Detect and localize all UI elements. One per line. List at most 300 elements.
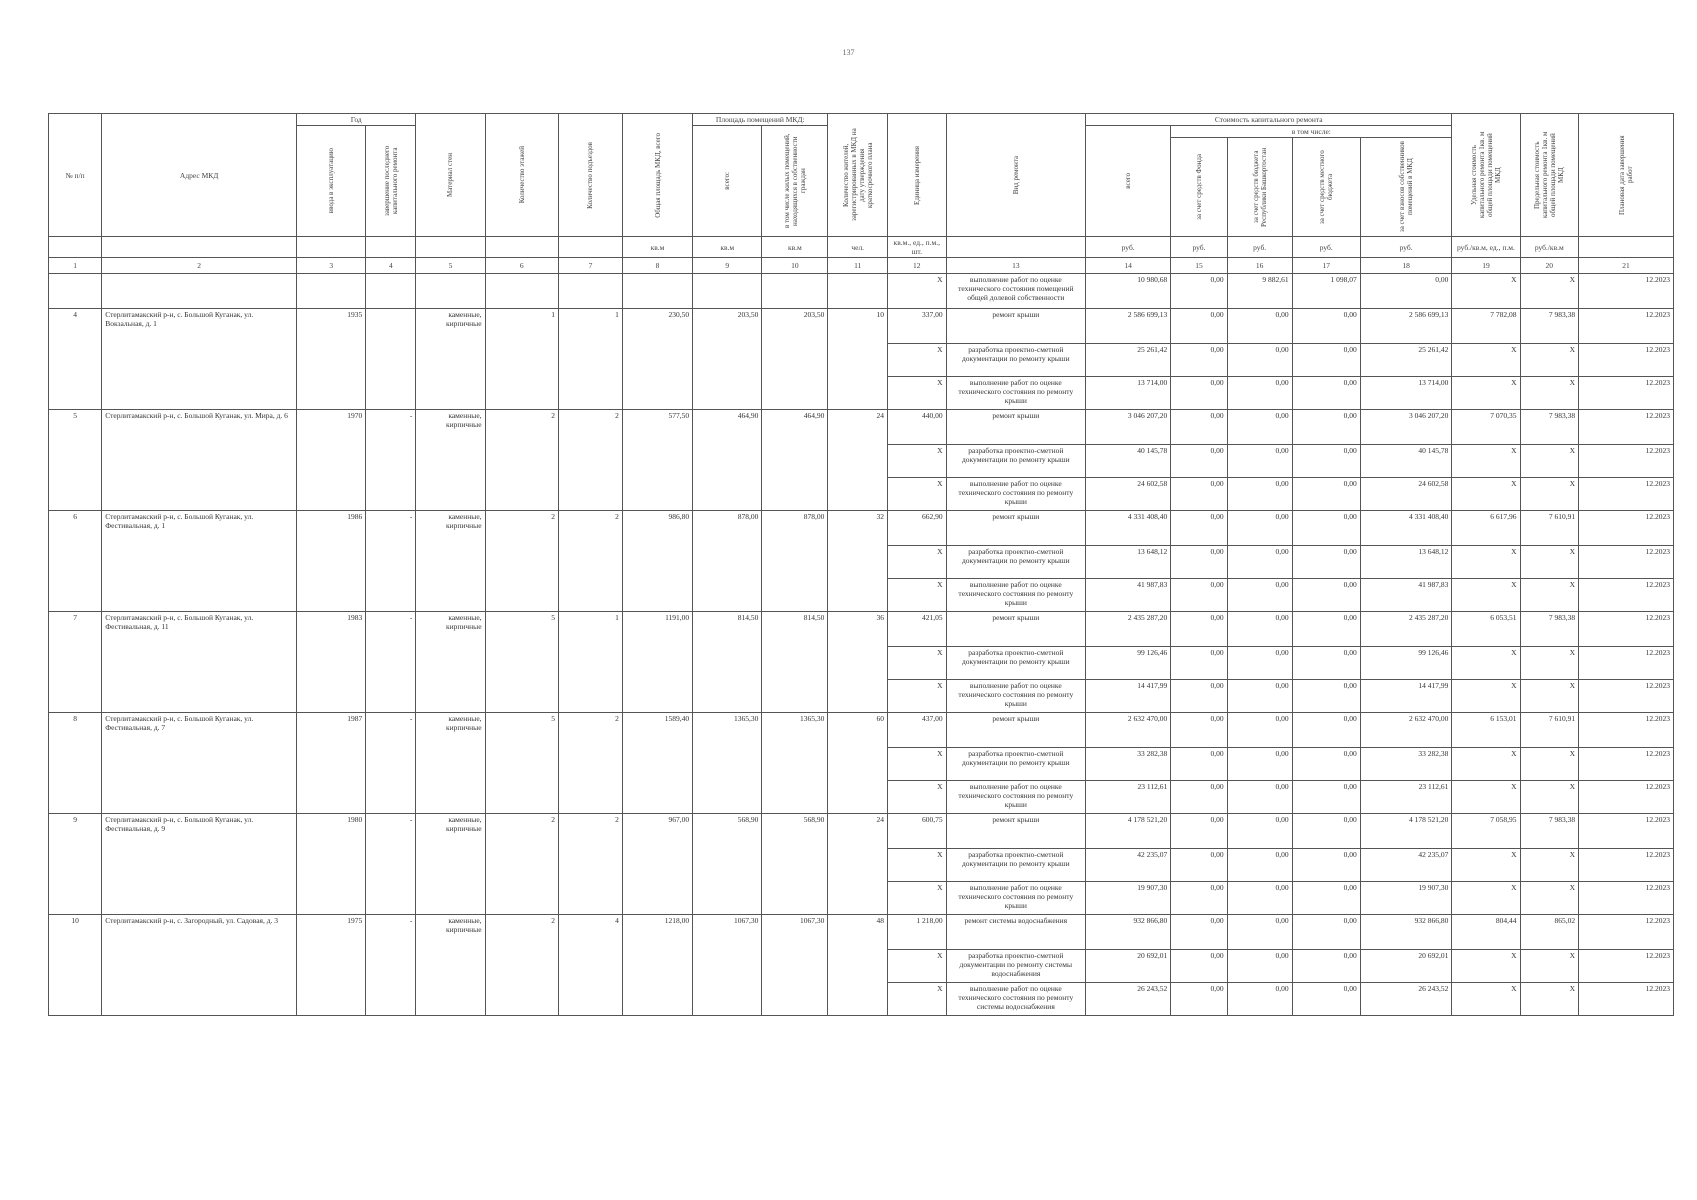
header-premises-group: Площадь помещений МКД: (693, 114, 828, 126)
cell-max-cost: 7 983,38 (1520, 612, 1579, 647)
cell-cost-region: 0,00 (1227, 344, 1292, 377)
cell-year: 1975 (297, 915, 366, 1016)
unit-cell-2 (102, 237, 297, 258)
cell-planned-date: 12.2023 (1579, 814, 1674, 849)
unit-cell-10: кв.м (762, 237, 828, 258)
cell-entrances: 1 (559, 612, 623, 713)
cell-work-type: выполнение работ по оценке технического состояния по ремонту системы водоснабжения (946, 983, 1085, 1016)
cell-year: 1935 (297, 309, 366, 410)
cell-unit: X (888, 274, 947, 309)
cell-cost-total: 932 866,80 (1086, 915, 1171, 950)
cell-last-repair: - (366, 814, 416, 915)
cell-cost-owners: 4 178 521,20 (1360, 814, 1452, 849)
cell-premises: 568,90 (693, 814, 762, 915)
cell-num: 7 (49, 612, 102, 713)
cell-premises: 464,90 (693, 410, 762, 511)
cell-unit: X (888, 377, 947, 410)
header-year-last-repair: завершение последнего капитального ремонта (366, 126, 416, 237)
cell-max-cost: X (1520, 274, 1579, 309)
cell-cost-local: 0,00 (1292, 983, 1360, 1016)
column-number-18: 18 (1360, 258, 1452, 274)
cell-specific-cost: 804,44 (1452, 915, 1520, 950)
cell-unit: X (888, 680, 947, 713)
cell-cost-local: 0,00 (1292, 713, 1360, 748)
cell-last-repair: - (366, 915, 416, 1016)
cell-year: 1986 (297, 511, 366, 612)
cell-cost-total: 41 987,83 (1086, 579, 1171, 612)
cell-private: 568,90 (762, 814, 828, 915)
header-floors: Количество этажей (485, 114, 558, 237)
header-cost-owners: за счет взносов собственников помещений в МКД (1360, 138, 1452, 237)
cell-last-repair: - (366, 410, 416, 511)
cell-cost-fund: 0,00 (1171, 546, 1227, 579)
cell-max-cost: X (1520, 546, 1579, 579)
column-number-2: 2 (102, 258, 297, 274)
cell-floors: 5 (485, 713, 558, 814)
cell-num: 4 (49, 309, 102, 410)
cell-planned-date: 12.2023 (1579, 612, 1674, 647)
cell-cost-owners: 19 907,30 (1360, 882, 1452, 915)
cell-cost-local: 0,00 (1292, 511, 1360, 546)
cell-floors: 2 (485, 814, 558, 915)
cell-cost-local: 0,00 (1292, 612, 1360, 647)
cell-material: каменные, кирпичные (416, 814, 485, 915)
building-row (49, 814, 1674, 849)
cell-work-type: ремонт системы водоснабжения (946, 915, 1085, 950)
continuation-row (49, 274, 1674, 309)
cell-entrances: 2 (559, 511, 623, 612)
column-number-12: 12 (888, 258, 947, 274)
cell-cost-fund: 0,00 (1171, 647, 1227, 680)
cell-entrances: 2 (559, 814, 623, 915)
cell-residents: 32 (828, 511, 888, 612)
cell-specific-cost: X (1452, 445, 1520, 478)
cell-unit: X (888, 579, 947, 612)
cell-cost-fund: 0,00 (1171, 950, 1227, 983)
cell-num: 10 (49, 915, 102, 1016)
cell-num: 9 (49, 814, 102, 915)
cell-max-cost: X (1520, 781, 1579, 814)
cell-unit: X (888, 983, 947, 1016)
cell-cost-region: 0,00 (1227, 915, 1292, 950)
header-specific-cost: Удельная стоимость капитального ремонта 1кв. м общей площади помещений МКД (1452, 114, 1520, 237)
cell-total-area: 1191,00 (622, 612, 692, 713)
cell-cost-region: 0,00 (1227, 377, 1292, 410)
cell-cost-total: 33 282,38 (1086, 748, 1171, 781)
header-premises-total: всего: (693, 126, 762, 237)
cell-max-cost: X (1520, 377, 1579, 410)
cell-year: 1987 (297, 713, 366, 814)
cell-unit: X (888, 849, 947, 882)
cell-specific-cost: X (1452, 882, 1520, 915)
unit-cell-17: руб. (1292, 237, 1360, 258)
cell-material: каменные, кирпичные (416, 915, 485, 1016)
cell-premises: 1365,30 (693, 713, 762, 814)
header-premises-private: в том числе жилых помещений, находящихся в собственности граждан (762, 126, 828, 237)
cell-specific-cost: 6 053,51 (1452, 612, 1520, 647)
column-number-16: 16 (1227, 258, 1292, 274)
unit-cell-1 (49, 237, 102, 258)
header-wall-material: Материал стен (416, 114, 485, 237)
cell-unit: 662,90 (888, 511, 947, 546)
unit-cell-15: руб. (1171, 237, 1227, 258)
cell-unit: 337,00 (888, 309, 947, 344)
cell-total-area: 1589,40 (622, 713, 692, 814)
cell-cost-local: 0,00 (1292, 546, 1360, 579)
cell-work-type: разработка проектно-сметной документации по ремонту крыши (946, 748, 1085, 781)
cell-cost-owners: 2 632 470,00 (1360, 713, 1452, 748)
cell-cost-total: 3 046 207,20 (1086, 410, 1171, 445)
building-row (49, 410, 1674, 445)
cell-cost-owners: 99 126,46 (1360, 647, 1452, 680)
cell-cost-total: 20 692,01 (1086, 950, 1171, 983)
cell-specific-cost: X (1452, 950, 1520, 983)
cell-work-type: ремонт крыши (946, 713, 1085, 748)
unit-cell-21 (1579, 237, 1674, 258)
cell-cost-region: 0,00 (1227, 680, 1292, 713)
cell-max-cost: 865,02 (1520, 915, 1579, 950)
cell-address: Стерлитамакский р-н, с. Большой Куганак, ул. Фестивальная, д. 9 (102, 814, 297, 915)
header-total-area: Общая площадь МКД, всего (622, 114, 692, 237)
cell-cost-owners: 40 145,78 (1360, 445, 1452, 478)
cell-address: Стерлитамакский р-н, с. Большой Куганак, ул. Фестивальная, д. 7 (102, 713, 297, 814)
cell-cost-local: 0,00 (1292, 647, 1360, 680)
cell-cost-local: 0,00 (1292, 814, 1360, 849)
cell-cost-region: 0,00 (1227, 781, 1292, 814)
column-number-1: 1 (49, 258, 102, 274)
cell-planned-date: 12.2023 (1579, 309, 1674, 344)
unit-cell-7 (559, 237, 623, 258)
cell-residents: 24 (828, 814, 888, 915)
column-number-3: 3 (297, 258, 366, 274)
cell-cost-fund: 0,00 (1171, 713, 1227, 748)
column-number-10: 10 (762, 258, 828, 274)
building-row (49, 713, 1674, 748)
cell-floors: 2 (485, 410, 558, 511)
cell-cost-region: 0,00 (1227, 950, 1292, 983)
cell-cost-local: 0,00 (1292, 445, 1360, 478)
cell-cost-owners: 4 331 408,40 (1360, 511, 1452, 546)
cell-cost-fund: 0,00 (1171, 781, 1227, 814)
repair-register-table (48, 113, 1674, 1016)
cell-cost-owners: 26 243,52 (1360, 983, 1452, 1016)
cell-specific-cost: 7 782,08 (1452, 309, 1520, 344)
header-residents: Количество жителей, зарегистрированных в МКД на дату утверждения краткосрочного плана (828, 114, 888, 237)
cell-cost-owners: 25 261,42 (1360, 344, 1452, 377)
cell-last-repair: - (366, 713, 416, 814)
cell-cost-region: 0,00 (1227, 647, 1292, 680)
cell-private: 878,00 (762, 511, 828, 612)
cell-cost-local: 0,00 (1292, 309, 1360, 344)
cell-cost-total: 26 243,52 (1086, 983, 1171, 1016)
cell-premises: 203,50 (693, 309, 762, 410)
cell-unit: 440,00 (888, 410, 947, 445)
cell-cost-fund: 0,00 (1171, 344, 1227, 377)
cell-unit: X (888, 478, 947, 511)
cell-cost-fund: 0,00 (1171, 579, 1227, 612)
cell-cost-region: 0,00 (1227, 546, 1292, 579)
cell-cost-region: 0,00 (1227, 579, 1292, 612)
cell-private: 464,90 (762, 410, 828, 511)
unit-cell-12: кв.м., ед., п.м., шт. (888, 237, 947, 258)
cell-planned-date: 12.2023 (1579, 445, 1674, 478)
cell-cost-local: 1 098,07 (1292, 274, 1360, 309)
building-row (49, 915, 1674, 950)
cell-entrances: 2 (559, 410, 623, 511)
cell-floors: 2 (485, 511, 558, 612)
cell-unit: X (888, 882, 947, 915)
column-number-20: 20 (1520, 258, 1579, 274)
cell-cost-total: 4 178 521,20 (1086, 814, 1171, 849)
column-number-13: 13 (946, 258, 1085, 274)
cell-address: Стерлитамакский р-н, с. Большой Куганак, ул. Фестивальная, д. 1 (102, 511, 297, 612)
cell-work-type: ремонт крыши (946, 410, 1085, 445)
cell-max-cost: 7 610,91 (1520, 511, 1579, 546)
column-number-4: 4 (366, 258, 416, 274)
cell-work-type: разработка проектно-сметной документации по ремонту крыши (946, 445, 1085, 478)
column-number-19: 19 (1452, 258, 1520, 274)
header-cost-group: Стоимость капитального ремонта (1086, 114, 1452, 126)
unit-cell-11: чел. (828, 237, 888, 258)
cell-work-type: выполнение работ по оценке технического состояния по ремонту крыши (946, 781, 1085, 814)
header-num: № п/п (49, 114, 102, 237)
cell-private: 1067,30 (762, 915, 828, 1016)
cell-last-repair: - (366, 612, 416, 713)
cell-cost-region: 0,00 (1227, 814, 1292, 849)
cell-cost-region: 0,00 (1227, 511, 1292, 546)
cell-cost-total: 2 586 699,13 (1086, 309, 1171, 344)
unit-cell-8: кв.м (622, 237, 692, 258)
cell-cost-fund: 0,00 (1171, 274, 1227, 309)
building-row (49, 309, 1674, 344)
unit-cell-20: руб./кв.м (1520, 237, 1579, 258)
cell-cost-local: 0,00 (1292, 344, 1360, 377)
cell-total-area: 986,80 (622, 511, 692, 612)
cell-cost-owners: 33 282,38 (1360, 748, 1452, 781)
unit-cell-6 (485, 237, 558, 258)
cell-material: каменные, кирпичные (416, 511, 485, 612)
cell-max-cost: 7 983,38 (1520, 814, 1579, 849)
header-year-group: Год (297, 114, 416, 126)
cell-cost-local: 0,00 (1292, 478, 1360, 511)
cell-specific-cost: X (1452, 274, 1520, 309)
cell-cost-local: 0,00 (1292, 680, 1360, 713)
cell-cost-local: 0,00 (1292, 882, 1360, 915)
cell-year: 1983 (297, 612, 366, 713)
cell-last-repair (366, 309, 416, 410)
cell-cost-local: 0,00 (1292, 950, 1360, 983)
cell-total-area: 1218,00 (622, 915, 692, 1016)
cell-planned-date: 12.2023 (1579, 983, 1674, 1016)
page-number: 137 (842, 48, 855, 57)
unit-cell-13 (946, 237, 1085, 258)
cell-unit: X (888, 748, 947, 781)
cell-premises: 878,00 (693, 511, 762, 612)
cell-cost-total: 42 235,07 (1086, 849, 1171, 882)
cell-floors: 2 (485, 915, 558, 1016)
cell-unit: X (888, 546, 947, 579)
cell-max-cost: 7 610,91 (1520, 713, 1579, 748)
cell-cost-region: 9 882,61 (1227, 274, 1292, 309)
column-number-7: 7 (559, 258, 623, 274)
cell-unit: X (888, 344, 947, 377)
cell-planned-date: 12.2023 (1579, 882, 1674, 915)
cell-private: 1365,30 (762, 713, 828, 814)
cell-cost-fund: 0,00 (1171, 309, 1227, 344)
column-number-9: 9 (693, 258, 762, 274)
cell-max-cost: 7 983,38 (1520, 410, 1579, 445)
cell-work-type: выполнение работ по оценке технического состояния по ремонту крыши (946, 478, 1085, 511)
cell-total-area: 230,50 (622, 309, 692, 410)
cell-cost-total: 13 714,00 (1086, 377, 1171, 410)
cell-max-cost: X (1520, 849, 1579, 882)
cell-residents: 36 (828, 612, 888, 713)
cell-max-cost: X (1520, 445, 1579, 478)
cell-num: 8 (49, 713, 102, 814)
cell-planned-date: 12.2023 (1579, 410, 1674, 445)
cell-work-type: выполнение работ по оценке технического состояния по ремонту крыши (946, 579, 1085, 612)
cell-planned-date: 12.2023 (1579, 377, 1674, 410)
cell-year: 1970 (297, 410, 366, 511)
cell-work-type: разработка проектно-сметной документации по ремонту крыши (946, 546, 1085, 579)
cell-specific-cost: X (1452, 781, 1520, 814)
header-cost-fund: за счет средств Фонда (1171, 138, 1227, 237)
cell-max-cost: X (1520, 983, 1579, 1016)
cell-planned-date: 12.2023 (1579, 511, 1674, 546)
cell-specific-cost: X (1452, 849, 1520, 882)
header-cost-region: за счет средств бюджета Республики Башкортостан (1227, 138, 1292, 237)
cell-planned-date: 12.2023 (1579, 781, 1674, 814)
cell-cost-local: 0,00 (1292, 915, 1360, 950)
cell-work-type: выполнение работ по оценке технического состояния по ремонту крыши (946, 680, 1085, 713)
cell-cost-owners: 0,00 (1360, 274, 1452, 309)
cell-address: Стерлитамакский р-н, с. Загородный, ул. Садовая, д. 3 (102, 915, 297, 1016)
cell-premises: 1067,30 (693, 915, 762, 1016)
unit-cell-3 (297, 237, 366, 258)
unit-cell-4 (366, 237, 416, 258)
cell-cost-local: 0,00 (1292, 410, 1360, 445)
cell-work-type: ремонт крыши (946, 814, 1085, 849)
cell-cost-region: 0,00 (1227, 713, 1292, 748)
cell-premises: 814,50 (693, 612, 762, 713)
cell-residents: 48 (828, 915, 888, 1016)
cell-work-type: ремонт крыши (946, 612, 1085, 647)
cell-cost-fund: 0,00 (1171, 748, 1227, 781)
cell-cost-total: 13 648,12 (1086, 546, 1171, 579)
cell-unit: 1 218,00 (888, 915, 947, 950)
cell-max-cost: X (1520, 680, 1579, 713)
column-number-6: 6 (485, 258, 558, 274)
cell-cost-local: 0,00 (1292, 377, 1360, 410)
cell-cost-fund: 0,00 (1171, 849, 1227, 882)
cell-max-cost: X (1520, 950, 1579, 983)
cell-work-type: разработка проектно-сметной документации по ремонту крыши (946, 849, 1085, 882)
cell-planned-date: 12.2023 (1579, 680, 1674, 713)
cell-planned-date: 12.2023 (1579, 647, 1674, 680)
cell-cost-owners: 932 866,80 (1360, 915, 1452, 950)
column-number-14: 14 (1086, 258, 1171, 274)
column-number-17: 17 (1292, 258, 1360, 274)
cell-cost-total: 19 907,30 (1086, 882, 1171, 915)
building-row (49, 511, 1674, 546)
cell-work-type: выполнение работ по оценке технического состояния помещений общей долевой собственности (946, 274, 1085, 309)
cell-total-area: 577,50 (622, 410, 692, 511)
cell-cost-total: 25 261,42 (1086, 344, 1171, 377)
cell-private: 203,50 (762, 309, 828, 410)
cell-floors: 5 (485, 612, 558, 713)
cell-cost-owners: 2 586 699,13 (1360, 309, 1452, 344)
cell-max-cost: X (1520, 882, 1579, 915)
cell-cost-owners: 2 435 287,20 (1360, 612, 1452, 647)
cell-cost-fund: 0,00 (1171, 915, 1227, 950)
cell-work-type: разработка проектно-сметной документации по ремонту крыши (946, 344, 1085, 377)
cell-specific-cost: X (1452, 478, 1520, 511)
cell-specific-cost: X (1452, 748, 1520, 781)
cell-cost-fund: 0,00 (1171, 410, 1227, 445)
cell-cost-local: 0,00 (1292, 849, 1360, 882)
cell-max-cost: X (1520, 344, 1579, 377)
cell-address: Стерлитамакский р-н, с. Большой Куганак, ул. Вокзальная, д. 1 (102, 309, 297, 410)
cell-cost-total: 2 632 470,00 (1086, 713, 1171, 748)
cell-cost-owners: 24 602,58 (1360, 478, 1452, 511)
header-planned-date: Плановая дата завершения работ (1579, 114, 1674, 237)
header-entrances: Количество подъездов (559, 114, 623, 237)
cell-material: каменные, кирпичные (416, 713, 485, 814)
header-cost-local: за счет средств местного бюджета (1292, 138, 1360, 237)
cell-material: каменные, кирпичные (416, 309, 485, 410)
cell-cost-region: 0,00 (1227, 612, 1292, 647)
cell-entrances: 1 (559, 309, 623, 410)
header-year-commissioning: ввода в эксплуатацию (297, 126, 366, 237)
units-row (49, 237, 1674, 258)
cell-planned-date: 12.2023 (1579, 546, 1674, 579)
cell-specific-cost: X (1452, 546, 1520, 579)
cell-specific-cost: 7 058,95 (1452, 814, 1520, 849)
cell-cost-region: 0,00 (1227, 748, 1292, 781)
cell-cost-owners: 42 235,07 (1360, 849, 1452, 882)
cell-material: каменные, кирпичные (416, 612, 485, 713)
cell-cost-total: 14 417,99 (1086, 680, 1171, 713)
cell-residents: 10 (828, 309, 888, 410)
cell-unit: X (888, 647, 947, 680)
cell-cost-local: 0,00 (1292, 579, 1360, 612)
cell-unit: 600,75 (888, 814, 947, 849)
cell-max-cost: 7 983,38 (1520, 309, 1579, 344)
cell-unit: X (888, 445, 947, 478)
cell-address: Стерлитамакский р-н, с. Большой Куганак, ул. Мира, д. 6 (102, 410, 297, 511)
column-number-11: 11 (828, 258, 888, 274)
cell-cost-region: 0,00 (1227, 478, 1292, 511)
cell-specific-cost: X (1452, 377, 1520, 410)
cell-planned-date: 12.2023 (1579, 748, 1674, 781)
cell-cost-fund: 0,00 (1171, 511, 1227, 546)
cell-planned-date: 12.2023 (1579, 478, 1674, 511)
cell-cost-total: 2 435 287,20 (1086, 612, 1171, 647)
cell-cost-owners: 13 648,12 (1360, 546, 1452, 579)
cell-cost-region: 0,00 (1227, 445, 1292, 478)
cell-total-area: 967,00 (622, 814, 692, 915)
cell-last-repair: - (366, 511, 416, 612)
cell-specific-cost: X (1452, 647, 1520, 680)
cell-specific-cost: X (1452, 983, 1520, 1016)
cell-cost-owners: 3 046 207,20 (1360, 410, 1452, 445)
cell-entrances: 4 (559, 915, 623, 1016)
column-number-15: 15 (1171, 258, 1227, 274)
cell-cost-owners: 14 417,99 (1360, 680, 1452, 713)
cell-num: 6 (49, 511, 102, 612)
cell-specific-cost: 6 153,01 (1452, 713, 1520, 748)
cell-planned-date: 12.2023 (1579, 274, 1674, 309)
